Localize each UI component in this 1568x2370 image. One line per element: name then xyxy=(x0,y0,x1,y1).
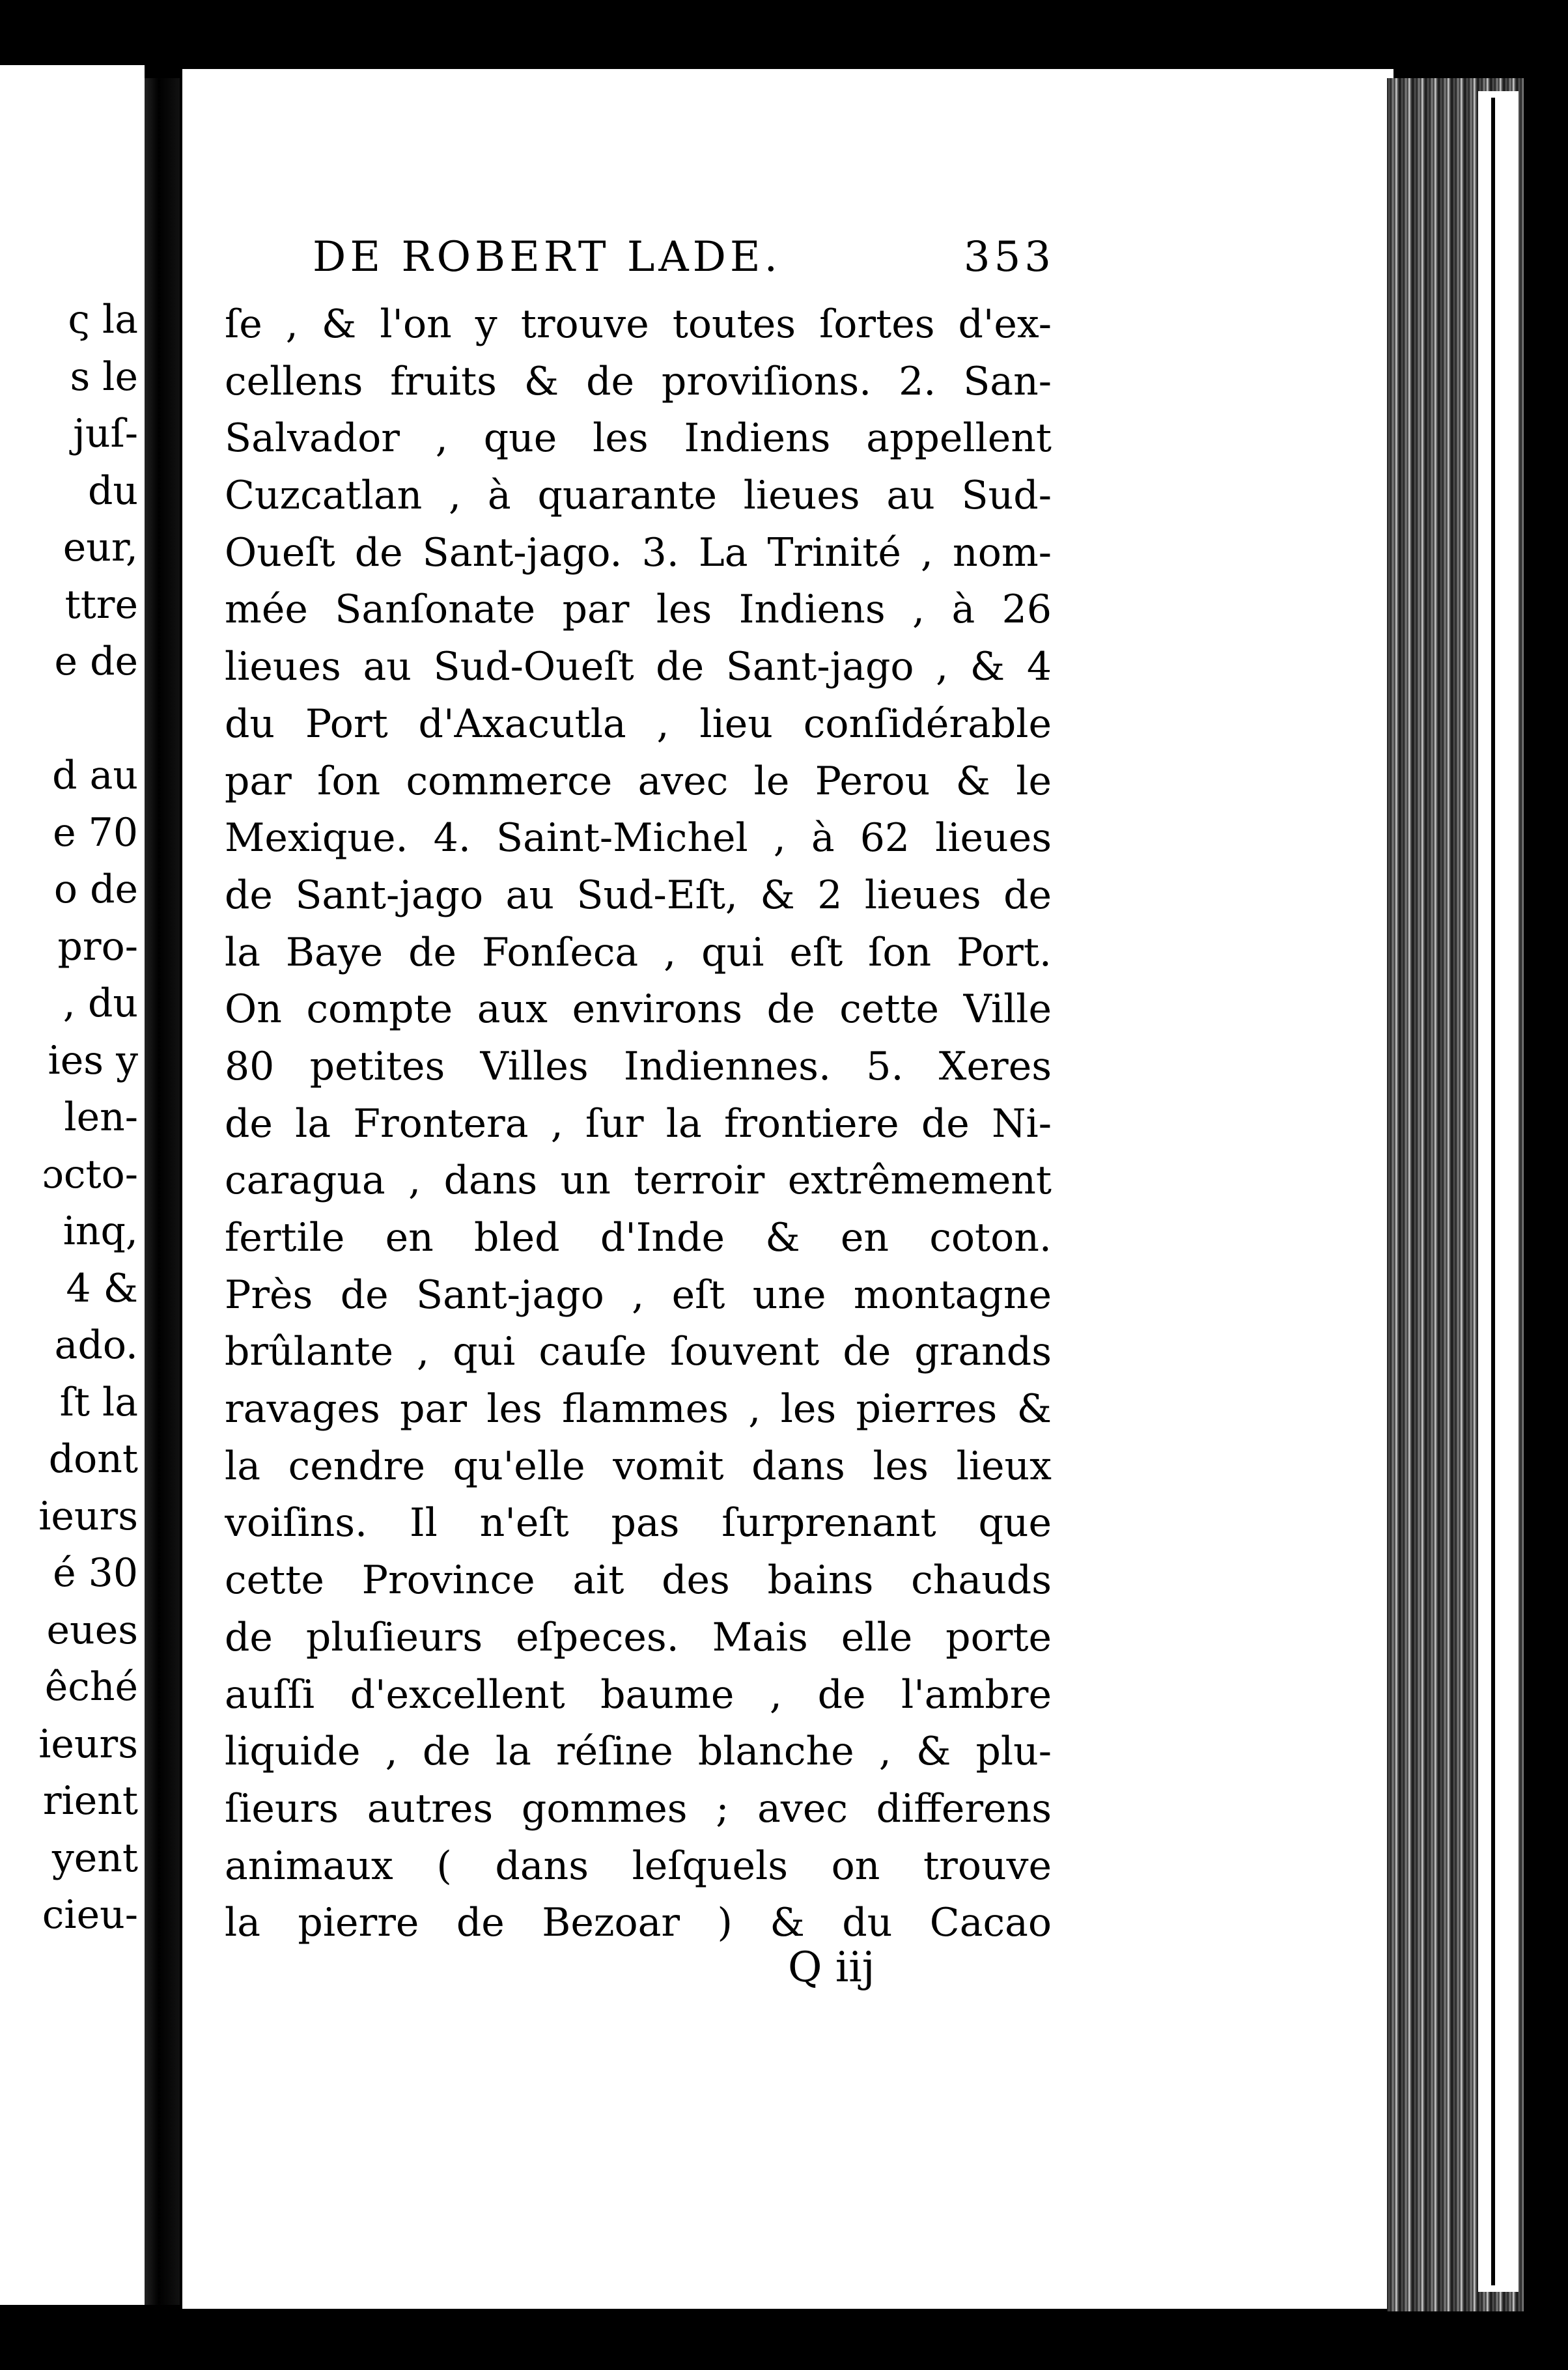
previous-page-line: ieurs xyxy=(38,1493,138,1539)
previous-page-line: du xyxy=(87,467,138,514)
previous-page-line: d au xyxy=(52,753,138,798)
text-line: fertile en bled d'Inde & en coton. xyxy=(225,1215,1052,1261)
book-gutter-shadow xyxy=(145,78,180,2305)
signature-mark: Q iij xyxy=(788,1944,875,1992)
previous-page-line: s le xyxy=(70,354,138,400)
previous-page-line: ɔcto- xyxy=(42,1151,138,1197)
text-line: Mexique. 4. Saint-Michel , à 62 lieues xyxy=(225,815,1052,861)
text-line: brûlante , qui cauſe ſouvent de grands xyxy=(225,1329,1052,1375)
text-line: ſe , & l'on y trouve toutes ſortes d'ex- xyxy=(225,301,1052,347)
text-line: de Sant-jago au Sud-Eſt, & 2 lieues de xyxy=(225,872,1052,918)
text-line: du Port d'Axacutla , lieu conſidérable xyxy=(225,701,1052,747)
text-line: mée Sanſonate par les Indiens , à 26 xyxy=(225,587,1052,633)
text-line: caragua , dans un terroir extrêmement xyxy=(225,1158,1052,1204)
previous-page-line: len- xyxy=(64,1094,138,1140)
text-line: Oueſt de Sant-jago. 3. La Trinité , nom- xyxy=(225,529,1052,576)
previous-page-line: ttre xyxy=(64,581,138,628)
running-head xyxy=(313,233,1055,293)
previous-page-line: rient xyxy=(42,1778,138,1824)
text-line: auſſi d'excellent baume , de l'ambre xyxy=(225,1671,1052,1718)
page-fore-edge-highlight xyxy=(1478,91,1519,2292)
text-line: Cuzcatlan , à quarante lieues au Sud- xyxy=(225,473,1052,519)
previous-page-line: ieurs xyxy=(38,1721,138,1767)
text-line: ravages par les flammes , les pierres & xyxy=(225,1386,1052,1432)
text-line: cellens fruits & de proviſions. 2. San- xyxy=(225,358,1052,404)
running-head-title: DE ROBERT LADE. xyxy=(313,233,781,281)
text-line: voiſins. Il n'eſt pas ſurprenant que xyxy=(225,1500,1052,1546)
previous-page-line: inq, xyxy=(63,1208,138,1254)
previous-page-line: é 30 xyxy=(53,1550,138,1596)
text-line: liquide , de la réſine blanche , & plu- xyxy=(225,1729,1052,1775)
page-number: 353 xyxy=(963,233,1055,281)
previous-page-line: ies y xyxy=(48,1037,138,1083)
previous-page-line: , du xyxy=(63,981,138,1026)
previous-page-line: o de xyxy=(53,867,138,912)
text-line: ſieurs autres gommes ; avec differens xyxy=(225,1785,1052,1832)
previous-page-line: êché xyxy=(44,1664,138,1710)
text-line: de la Frontera , ſur la frontiere de Ni- xyxy=(225,1100,1052,1147)
text-line: la cendre qu'elle vomit dans les lieux xyxy=(225,1443,1052,1489)
previous-page-line: juſ- xyxy=(73,411,138,456)
previous-page-line: dont xyxy=(48,1436,138,1482)
previous-page-line: 4 & xyxy=(66,1265,138,1311)
previous-page-lines xyxy=(0,292,145,1944)
previous-page-line: ado. xyxy=(54,1322,138,1368)
text-line: la pierre de Bezoar ) & du Cacao xyxy=(225,1900,1052,1946)
page-fore-edge-line xyxy=(1491,98,1495,2285)
text-line: la Baye de Fonſeca , qui eſt ſon Port. xyxy=(225,929,1052,975)
previous-page-line: eur, xyxy=(63,525,138,570)
previous-page-line: cieu- xyxy=(42,1892,138,1938)
text-line: lieues au Sud-Oueſt de Sant-jago , & 4 xyxy=(225,644,1052,690)
previous-page-fragment xyxy=(0,65,145,2305)
text-line: 80 petites Villes Indiennes. 5. Xeres xyxy=(225,1043,1052,1089)
previous-page-line: ſt la xyxy=(59,1379,138,1425)
text-line: de pluſieurs eſpeces. Mais elle porte xyxy=(225,1614,1052,1660)
text-line: On compte aux environs de cette Ville xyxy=(225,986,1052,1033)
previous-page-line: e de xyxy=(54,639,138,684)
previous-page-line: yent xyxy=(51,1835,138,1881)
previous-page-line: e 70 xyxy=(53,809,138,856)
text-line: par ſon commerce avec le Perou & le xyxy=(225,758,1052,804)
text-line: Près de Sant-jago , eſt une montagne xyxy=(225,1272,1052,1318)
text-line: cette Province ait des bains chauds xyxy=(225,1557,1052,1604)
previous-page-line: pro- xyxy=(57,923,138,969)
previous-page-line xyxy=(0,691,145,748)
text-line: animaux ( dans leſquels on trouve xyxy=(225,1843,1052,1889)
previous-page-line: ς la xyxy=(68,297,138,342)
page-body-text xyxy=(225,296,1052,1952)
previous-page-line: eues xyxy=(46,1607,138,1653)
text-line: Salvador , que les Indiens appellent xyxy=(225,415,1052,462)
